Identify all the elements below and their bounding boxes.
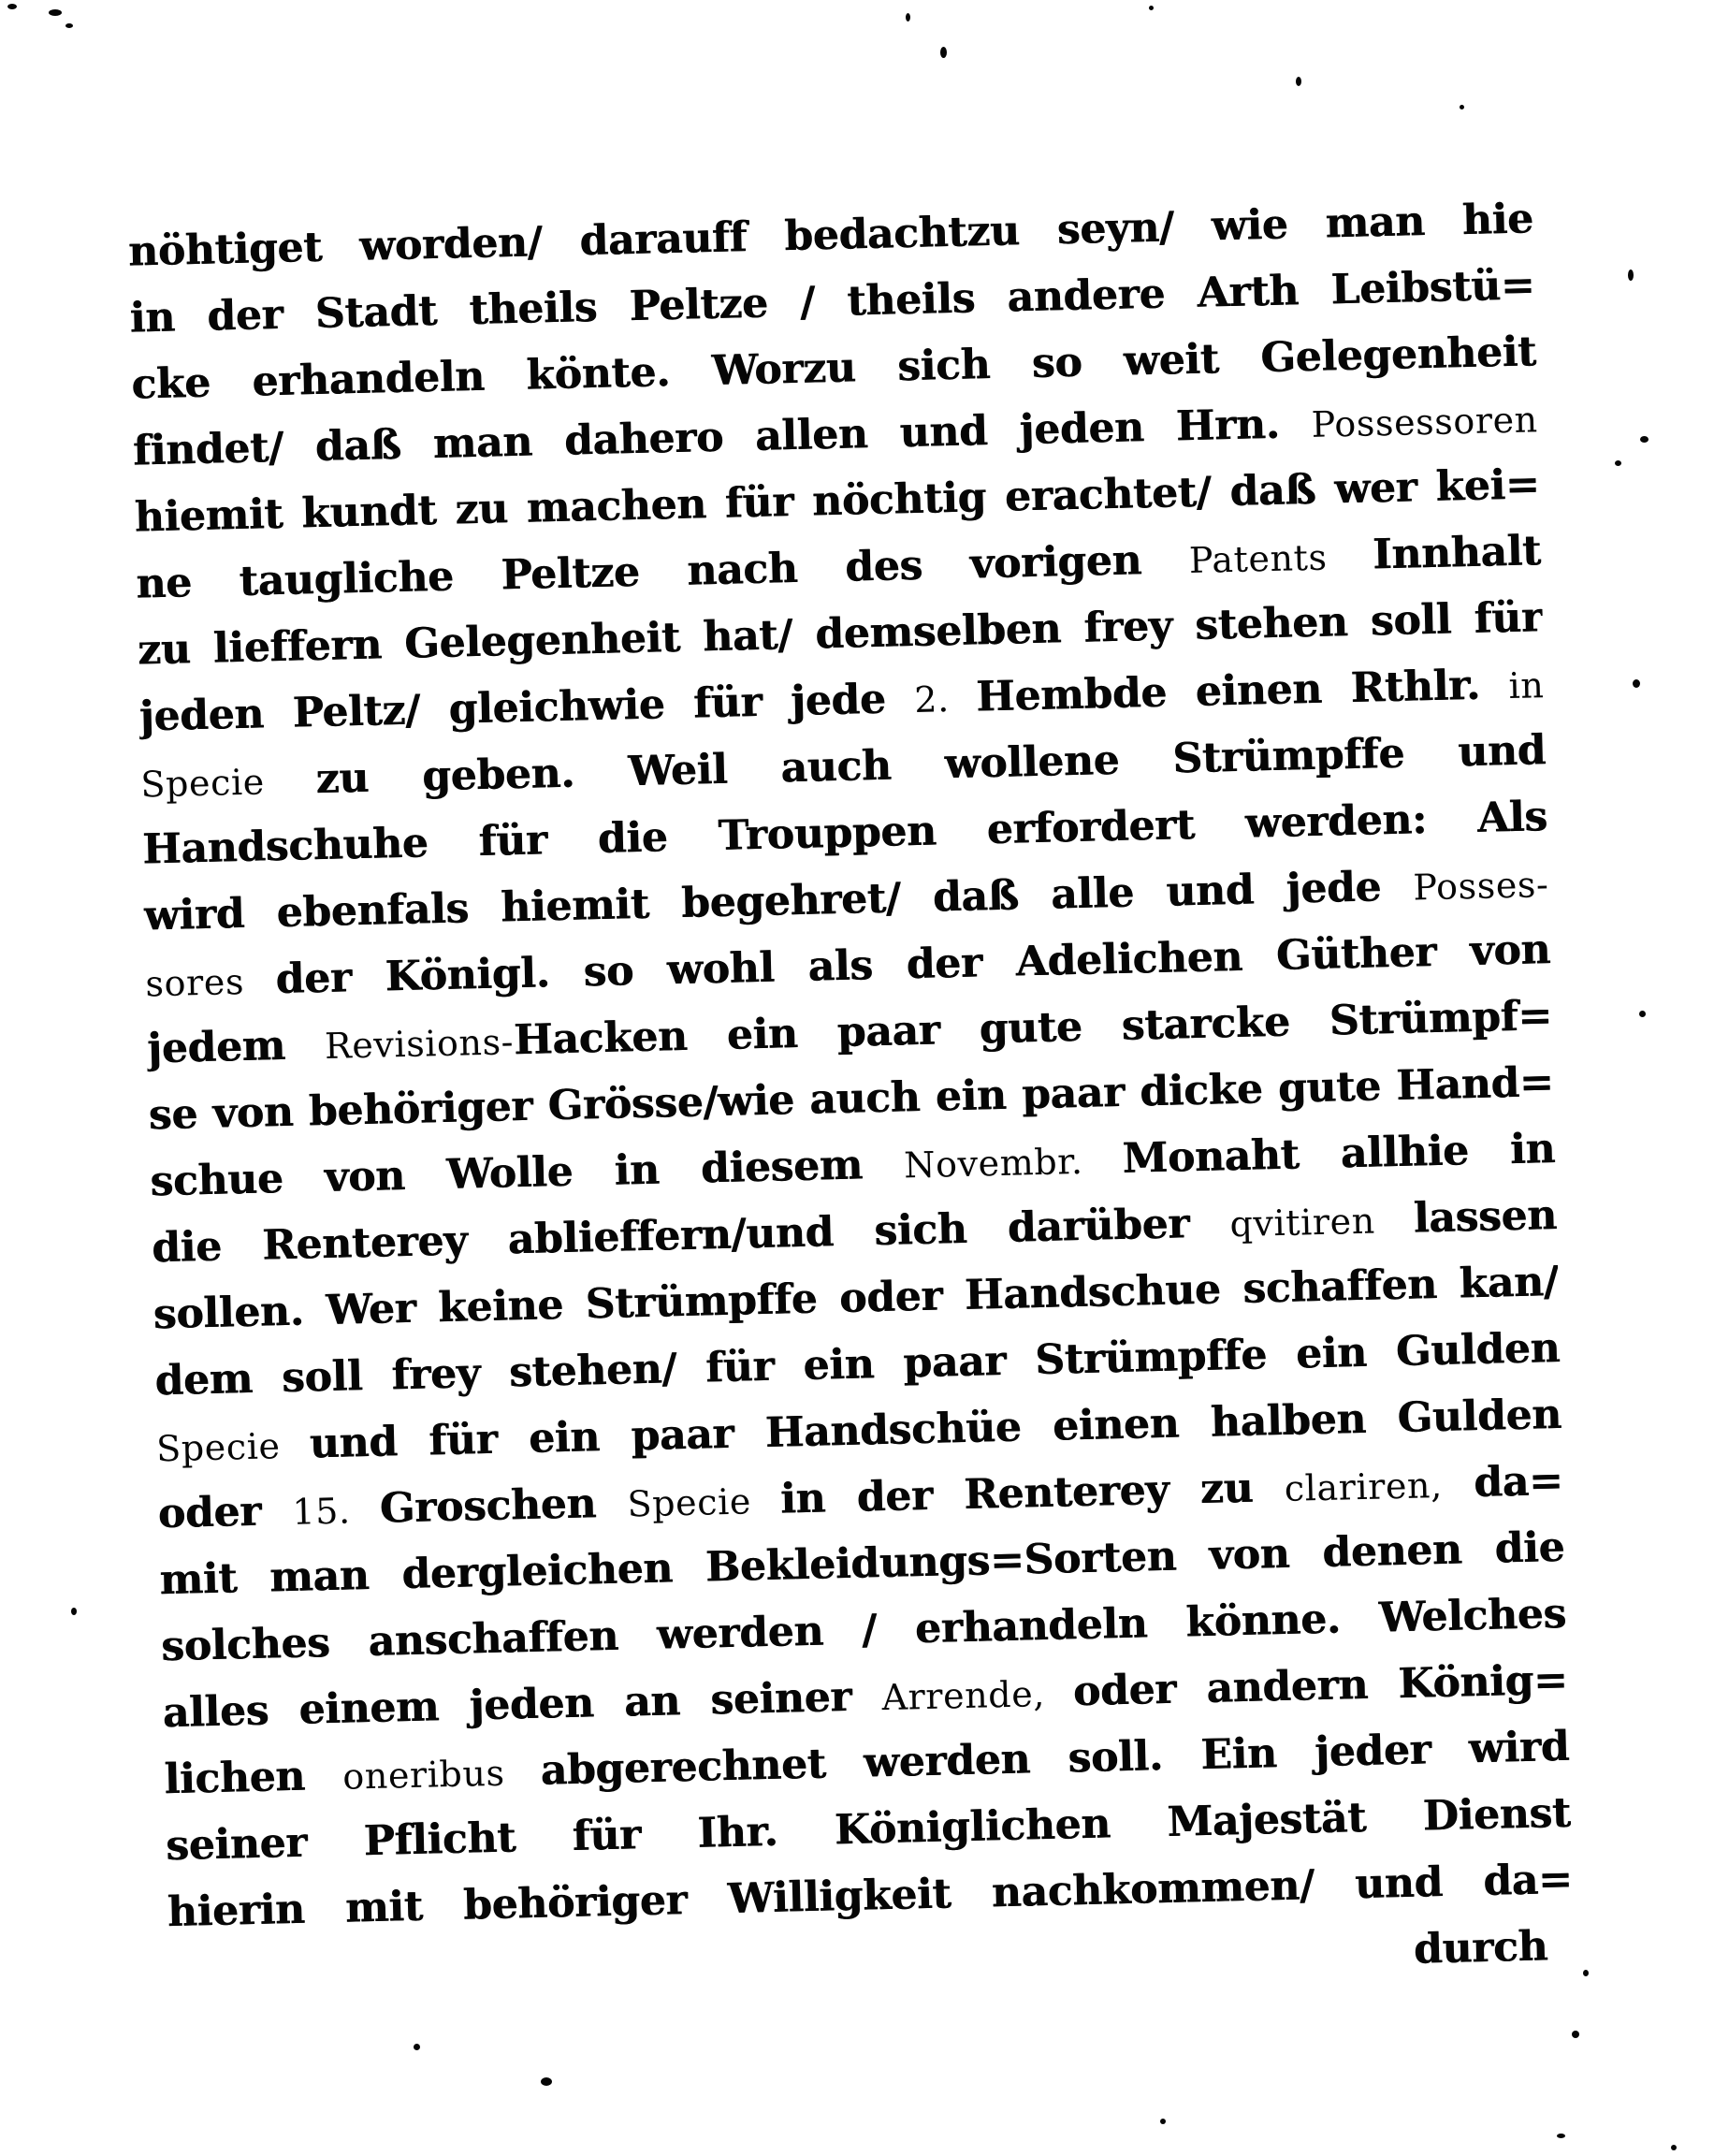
fraktur-text: in der Renterey zu (779, 1463, 1286, 1523)
ink-speck (541, 2077, 552, 2086)
fraktur-text: Handschuhe für die Trouppen erfordert werden: Als (141, 793, 1548, 874)
fraktur-text: hiemit kundt zu machen für nöchtig erachtet/ daß wer kei= (134, 460, 1540, 542)
ink-speck (1572, 2031, 1579, 2038)
antiqua-text: clariren, (1284, 1464, 1444, 1509)
fraktur-text: abgerechnet werden soll. Ein jeder wird (540, 1722, 1570, 1795)
fraktur-text: hierin mit behöriger Willigkeit nachkommen/ und da= (167, 1855, 1574, 1937)
ink-speck (49, 9, 62, 16)
ink-speck (1628, 270, 1634, 281)
fraktur-text: die Renterey ablieffern/und sich darüber (151, 1199, 1231, 1273)
ink-speck (65, 23, 73, 28)
fraktur-text: sollen. Wer keine Strümpffe oder Handschue schaffen kan/ (153, 1257, 1559, 1339)
ink-speck (1615, 460, 1621, 466)
ink-speck (1639, 1011, 1646, 1017)
fraktur-text: oder andern König= (1072, 1655, 1569, 1716)
fraktur-text: se von behöriger Grösse/wie auch ein paar dicke gute Hand= (148, 1058, 1554, 1140)
fraktur-text: der Königl. so wohl als der Adelichen Güther von (274, 925, 1551, 1004)
ink-speck (1160, 2119, 1166, 2124)
antiqua-text: qvitiren (1228, 1199, 1415, 1246)
antiqua-text: oneribus (341, 1751, 542, 1798)
fraktur-text: Innhalt (1372, 527, 1542, 579)
ink-speck (414, 2044, 420, 2050)
fraktur-text: seiner Pflicht für Ihr. Königlichen Majestät Dienst (165, 1788, 1572, 1871)
antiqua-text: in (1508, 664, 1545, 707)
ink-speck (71, 1608, 77, 1615)
fraktur-text: alles einem jeden an seiner (162, 1672, 883, 1738)
fraktur-text: cke erhandeln könte. Worzu sich so weit Gelegenheit (130, 328, 1537, 409)
fraktur-text: Monaht allhie in (1121, 1125, 1556, 1183)
ink-speck (1633, 679, 1640, 688)
fraktur-text: ne taugliche Peltze nach des vorigen (135, 535, 1190, 608)
ink-speck (940, 47, 947, 58)
antiqua-text: 15. (291, 1489, 381, 1533)
antiqua-text: Specie (627, 1479, 781, 1525)
antiqua-text: Specie (155, 1424, 311, 1470)
ink-speck (7, 4, 17, 9)
fraktur-text: jedem (146, 1020, 326, 1073)
ink-speck (1640, 436, 1649, 443)
fraktur-text: lassen (1413, 1191, 1558, 1243)
fraktur-text: zu lieffern Gelegenheit hat/ demselben frey stehen soll für (137, 593, 1544, 675)
ink-speck (1460, 105, 1464, 109)
ink-speck (1557, 2134, 1565, 2138)
fraktur-text: Hacken ein paar gute starcke Strümpf= (513, 992, 1553, 1065)
fraktur-text: lichen (163, 1751, 343, 1804)
fraktur-text: Groschen (379, 1479, 629, 1533)
antiqua-text: Posses- (1412, 864, 1549, 909)
antiqua-text: Possessoren (1311, 399, 1539, 445)
fraktur-text: mit man dergleichen Bekleidungs=Sorten von denen die (158, 1522, 1565, 1605)
ink-speck (1671, 2145, 1677, 2150)
ink-speck (1296, 77, 1301, 86)
fraktur-text: nöhtiget worden/ darauff bedachtzu seyn/ wie man hie (127, 195, 1534, 276)
fraktur-text: da= (1442, 1456, 1564, 1508)
antiqua-text: Arrende, (880, 1672, 1074, 1719)
fraktur-text: zu geben. Weil auch wollene Strümpffe und (314, 726, 1547, 804)
fraktur-text: durch (1413, 1922, 1548, 1974)
antiqua-text: 2. (913, 677, 977, 721)
fraktur-text: findet/ daß man dahero allen und jeden Hrn. (132, 399, 1313, 475)
antiqua-text: Novembr. (903, 1139, 1124, 1187)
fraktur-text: wird ebenfals hiemit begehret/ daß alle und jede (143, 862, 1415, 940)
fraktur-text: in der Stadt theils Peltze / theils andere Arth Leibstü= (129, 261, 1535, 342)
fraktur-text: jeden Peltz/ gleichwie für jede (138, 675, 915, 741)
fraktur-text: oder (157, 1486, 294, 1538)
fraktur-text: und für ein paar Handschüe einen halben Gulden (309, 1390, 1562, 1468)
antiqua-text: Patents (1188, 535, 1373, 582)
fraktur-text: solches anschaffen werden / erhandeln könne. Welches (160, 1589, 1567, 1671)
ink-speck (1583, 1970, 1589, 1976)
antiqua-text: sores (144, 960, 277, 1005)
ink-speck (1149, 6, 1154, 10)
fraktur-text: Hembde einen Rthlr. (975, 661, 1510, 721)
antiqua-text: Specie (139, 760, 317, 806)
antiqua-text: Revisions- (324, 1021, 515, 1067)
document-text-block (127, 185, 1575, 2012)
fraktur-text: dem soll frey stehen/ für ein paar Strümpffe ein Gulden (153, 1323, 1561, 1406)
ink-speck (906, 13, 910, 22)
fraktur-text: schue von Wolle in diesem (149, 1140, 905, 1206)
